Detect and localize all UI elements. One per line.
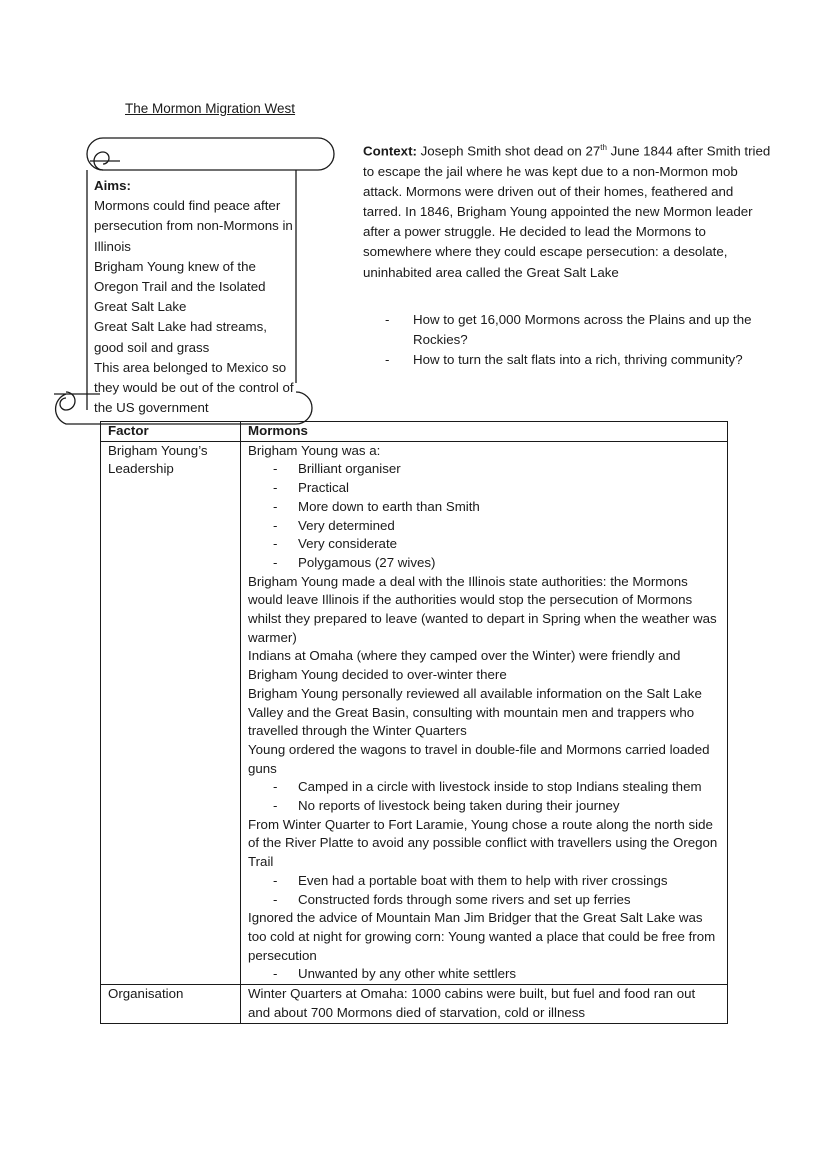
- aim-item: This area belonged to Mexico so they would be out of the control of the US government: [94, 359, 294, 416]
- aim-item: Mormons could find peace after persecution from non-Mormons in Illinois: [94, 198, 293, 254]
- context-questions: [385, 310, 785, 371]
- factor-cell: Brigham Young’s Leadership: [101, 441, 241, 984]
- route-point: - Constructed fords through some rivers and set up ferries: [273, 891, 631, 907]
- trait-item: - More down to earth than Smith: [273, 498, 480, 514]
- route-point: - Even had a portable boat with them to help with river crossings: [273, 872, 668, 888]
- review-paragraph: Brigham Young personally reviewed all available information on the Salt Lake Valley and the Great Basin, consulting with mountain men and trappers who travelled through the Winter Quarters: [248, 685, 702, 739]
- aims-box: [94, 176, 300, 418]
- content-cell: Winter Quarters at Omaha: 1000 cabins were built, but fuel and food ran out and about 700 Mormons died of starvation, cold or illness: [241, 985, 728, 1023]
- context-label: Context:: [363, 143, 417, 159]
- trait-item: - Practical: [273, 480, 349, 496]
- deal-paragraph: Brigham Young made a deal with the Illinois state authorities: the Mormons would leave Illinois if the authorities would stop the persecution of Mormons whilst they prepared to leave (wanted to depart in Spring when the weather was warmer): [248, 573, 717, 645]
- aims-heading: Aims:: [94, 178, 131, 193]
- table-row: [101, 441, 728, 984]
- question-text: How to turn the salt flats into a rich, thriving community?: [413, 352, 743, 368]
- wagon-point: - Camped in a circle with livestock inside to stop Indians stealing them: [273, 779, 702, 795]
- trait-item: - Very determined: [273, 517, 395, 533]
- question-item: - How to get 16,000 Mormons across the Plains and up the Rockies?: [385, 312, 752, 348]
- context-text-a: Joseph Smith shot dead on 27: [420, 143, 601, 159]
- wagons-paragraph: Young ordered the wagons to travel in double-file and Mormons carried loaded guns: [248, 741, 710, 776]
- header-factor: Factor: [101, 422, 241, 442]
- intro-line: Brigham Young was a:: [248, 442, 381, 458]
- trait-item: - Very considerate: [273, 536, 398, 552]
- aim-item: Brigham Young knew of the Oregon Trail and the Isolated Great Salt Lake: [94, 258, 266, 315]
- bridger-point: - Unwanted by any other white settlers: [273, 966, 517, 982]
- content-cell: [241, 441, 728, 984]
- bridger-paragraph: Ignored the advice of Mountain Man Jim Bridger that the Great Salt Lake was too cold at night for growing corn: Young wanted a place that could be free from persecution: [248, 910, 716, 963]
- factors-table: [100, 421, 728, 1024]
- omaha-paragraph: Indians at Omaha (where they camped over the Winter) were friendly and Brigham Young decided to over-winter there: [248, 648, 681, 683]
- aim-item: Great Salt Lake had streams, good soil and grass: [94, 319, 267, 355]
- header-mormons: Mormons: [241, 422, 728, 442]
- table-header-row: [101, 422, 728, 442]
- context-sup: th: [600, 143, 607, 152]
- factor-cell: Organisation: [101, 985, 241, 1023]
- context-paragraph: [363, 138, 773, 283]
- trait-item: - Brilliant organiser: [273, 461, 401, 477]
- question-item: - How to turn the salt flats into a rich, thriving community?: [385, 352, 743, 368]
- trait-item: - Polygamous (27 wives): [273, 554, 436, 570]
- wagon-point: - No reports of livestock being taken during their journey: [273, 798, 620, 814]
- document-title: The Mormon Migration West: [125, 101, 296, 116]
- context-text-b: June 1844 after Smith tried to escape the jail where he was kept due to a non-Mormon mob attack. Mormons were driven out of their homes, feathered and tarred. In 1846, Brigham Young appointed the new Mormon leader after a power struggle. He decided to lead the Mormons to somewhere where they could escape persecution: a desolate, uninhabited area called the Great Salt Lake: [363, 143, 771, 280]
- question-text: How to get 16,000 Mormons across the Plains and up the Rockies?: [413, 312, 752, 348]
- route-paragraph: From Winter Quarter to Fort Laramie, Young chose a route along the north side of the River Platte to avoid any possible conflict with travellers using the Oregon Trail: [248, 816, 718, 870]
- table-row: [101, 985, 728, 1023]
